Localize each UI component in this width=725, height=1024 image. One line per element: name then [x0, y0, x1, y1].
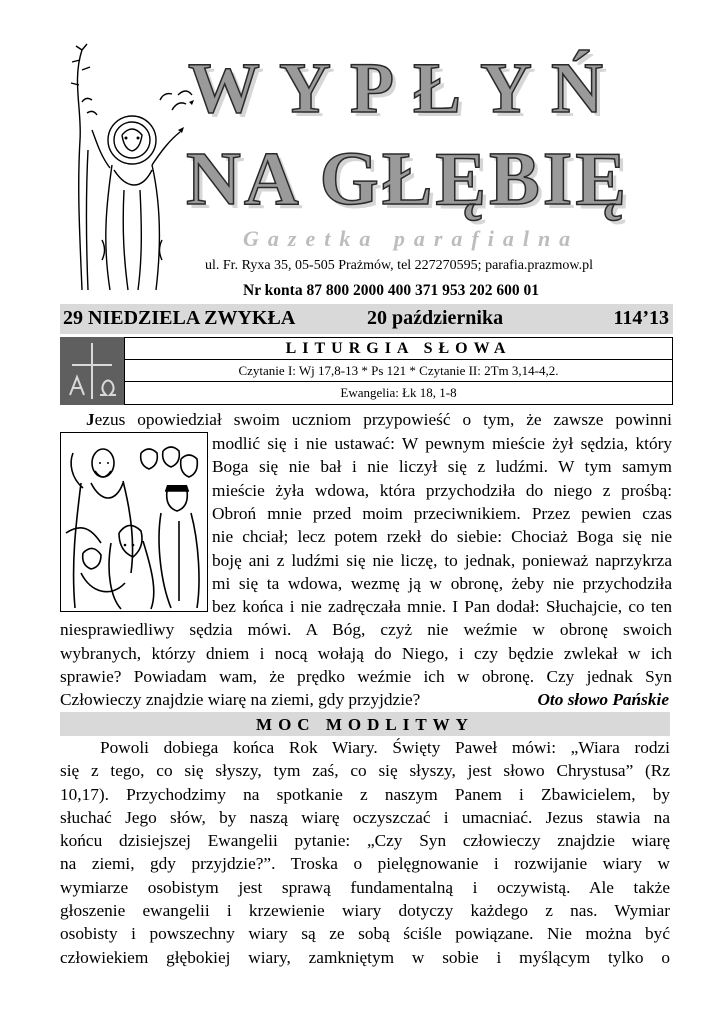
gospel-closing: Oto słowo Pańskie — [537, 690, 669, 710]
article-body — [60, 736, 670, 969]
gospel-line: ezus opowiedział swoim uczniom przypowieść o tym, że zawsze powinni — [94, 410, 672, 429]
gospel-line: sprawie? Powiadam wam, że prędko weźmie ich w obronę. Czy jednak Syn — [60, 667, 672, 686]
gospel-line: bez końca i nie zadręczała mnie. I Pan dodał: Słuchajcie, co ten — [212, 597, 672, 617]
liturgy-readings: Czytanie I: Wj 17,8-13 * Ps 121 * Czytanie II: 2Tm 3,14-4,2. — [124, 360, 673, 382]
sunday-bar — [60, 304, 673, 334]
sunday-date: 20 października — [367, 307, 504, 329]
article-line: wymiarze osobistym jest sprawą fundamentalną i oczywistą. Ale także — [60, 877, 670, 897]
section-title: MOC MODLITWY — [60, 712, 670, 736]
liturgy-gospel-reference: Ewangelia: Łk 18, 1-8 — [124, 382, 673, 405]
article-line: 10,17). Przychodzimy na spotkanie z naszym Panem i Zbawicielem, by — [60, 784, 670, 804]
article-line: się z tego, co się słyszy, tym zaś, co się słyszy, jest słowo Chrystusa” (Rz — [60, 761, 670, 781]
issue-number: 114’13 — [613, 307, 669, 329]
article-line: osobisty i powszechny wiary są ze sobą ściśle powiązane. Nie można być — [60, 924, 670, 944]
article-line: końcu dzisiejszej Ewangelii pytanie: „Czy Syn człowieczy znajdzie wiarę — [60, 831, 670, 851]
article-line: Powoli dobiega końca Rok Wiary. Święty Paweł mówi: „Wiara rodzi — [100, 738, 670, 757]
alpha-omega-icon — [60, 337, 124, 405]
gospel-line: nie chciał; lecz potem rzekł do siebie: Chociaż Boga się nie — [212, 527, 672, 547]
sunday-name: 29 NIEDZIELA ZWYKŁA — [63, 307, 296, 329]
article-line: na ziemi, gdy przyjdzie?”. Troska o pielęgnowanie i rozwijanie wiary w — [60, 854, 670, 874]
article-line: człowiekiem głębokiej wiary, zamkniętym w sobie i myślącym tylko o — [60, 947, 670, 967]
parish-address: ul. Fr. Ryxa 35, 05-505 Prażmów, tel 227270595; parafia.prazmow.pl — [205, 258, 593, 273]
gospel-line: Boga się nie bał i nie liczył się z ludźmi. W tym samym — [212, 457, 672, 477]
article-line: głoszenie ewangelii i krzewienie wiary dotyczy każdego z nas. Wymiar — [60, 901, 670, 921]
masthead-title-line1: WYPŁYŃ — [188, 48, 622, 128]
gospel-line: wybranych, którzy dniem i nocą wołają do Niego, i czy będzie zwlekał w ich — [60, 643, 672, 663]
saint-francis-illustration — [52, 40, 202, 295]
gospel-line: mi się ta wdowa, wezmę ją w obronę, żeby nie przychodziła — [212, 573, 672, 593]
gospel-last-line: Człowieczy znajdzie wiarę na ziemi, gdy przyjdzie? — [60, 690, 421, 710]
masthead-subtitle: Gazetka parafialna — [243, 226, 580, 251]
gospel-drop-letter: J — [86, 410, 95, 429]
masthead-title-line2: NA GŁĘBIĘ — [186, 137, 630, 221]
gospel-line: mieście żyła wdowa, która przychodziła do niego z prośbą: — [212, 480, 672, 500]
gospel-line: niesprawiedliwy sędzia mówi. A Bóg, czyż nie weźmie w obronę swoich — [60, 620, 672, 640]
gospel-line: modlić się i nie ustawać: W pewnym mieście żył sędzia, który — [212, 434, 672, 453]
gospel-first-line — [86, 408, 672, 431]
gospel-line: boję ani z ludźmi się nie liczę, to jednak, ponieważ naprzykrza — [212, 550, 672, 570]
article-line: słuchać Jego słów, by naszą wiarę oczyszczać i umacniać. Jezus stawia na — [60, 807, 670, 827]
jesus-with-widow-illustration — [60, 432, 208, 612]
gospel-line: Obroń mnie przed moim przeciwnikiem. Przez pewien czas — [212, 503, 672, 523]
liturgy-title: LITURGIA SŁOWA — [124, 337, 673, 360]
bank-account: Nr konta 87 800 2000 400 371 953 202 600 01 — [243, 282, 539, 299]
